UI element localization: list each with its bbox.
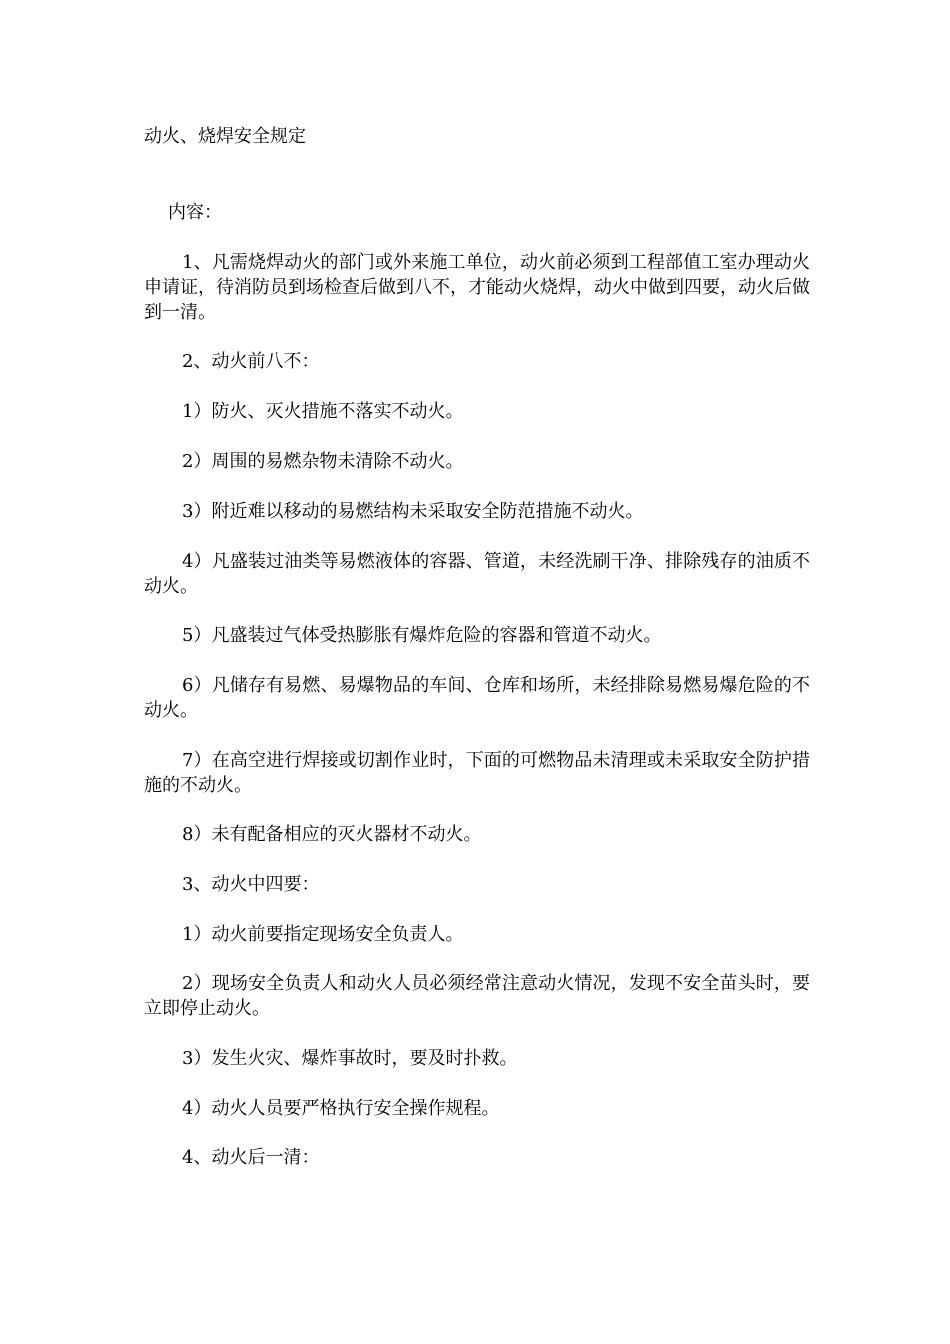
list-item: 4）凡盛装过油类等易燃液体的容器、管道，未经洗刷干净、排除残存的油质不动火。 — [144, 551, 810, 597]
paragraph-4-heading: 4、动火后一清： — [182, 1147, 320, 1168]
paragraph-3-heading: 3、动火中四要： — [182, 874, 320, 895]
list-item: 5）凡盛装过气体受热膨胀有爆炸危险的容器和管道不动火。 — [182, 625, 662, 646]
paragraph-1: 1、凡需烧焊动火的部门或外来施工单位，动火前必须到工程部值工室办理动火申请证，待消防员到场检查后做到八不，才能动火烧焊，动火中做到四要，动火后做到一清。 — [144, 252, 810, 323]
list-item: 6）凡储存有易燃、易爆物品的车间、仓库和场所，未经排除易燃易爆危险的不动火。 — [144, 675, 810, 721]
list-item: 1）防火、灭火措施不落实不动火。 — [182, 401, 464, 422]
list-item: 8）未有配备相应的灭火器材不动火。 — [182, 824, 482, 845]
paragraph-2-heading: 2、动火前八不： — [182, 351, 320, 372]
intro-label: 内容： — [168, 202, 222, 223]
document-title: 动火、烧焊安全规定 — [144, 126, 306, 147]
list-item: 2）周围的易燃杂物未清除不动火。 — [182, 451, 464, 472]
list-item: 4）动火人员要严格执行安全操作规程。 — [182, 1098, 500, 1119]
list-item: 3）附近难以移动的易燃结构未采取安全防范措施不动火。 — [182, 501, 644, 522]
list-item: 3）发生火灾、爆炸事故时，要及时扑救。 — [182, 1048, 518, 1069]
list-item: 1）动火前要指定现场安全负责人。 — [182, 924, 464, 945]
list-item: 7）在高空进行焊接或切割作业时，下面的可燃物品未清理或未采取安全防护措施的不动火。 — [144, 750, 810, 796]
list-item: 2）现场安全负责人和动火人员必须经常注意动火情况，发现不安全苗头时，要立即停止动火。 — [144, 973, 810, 1019]
